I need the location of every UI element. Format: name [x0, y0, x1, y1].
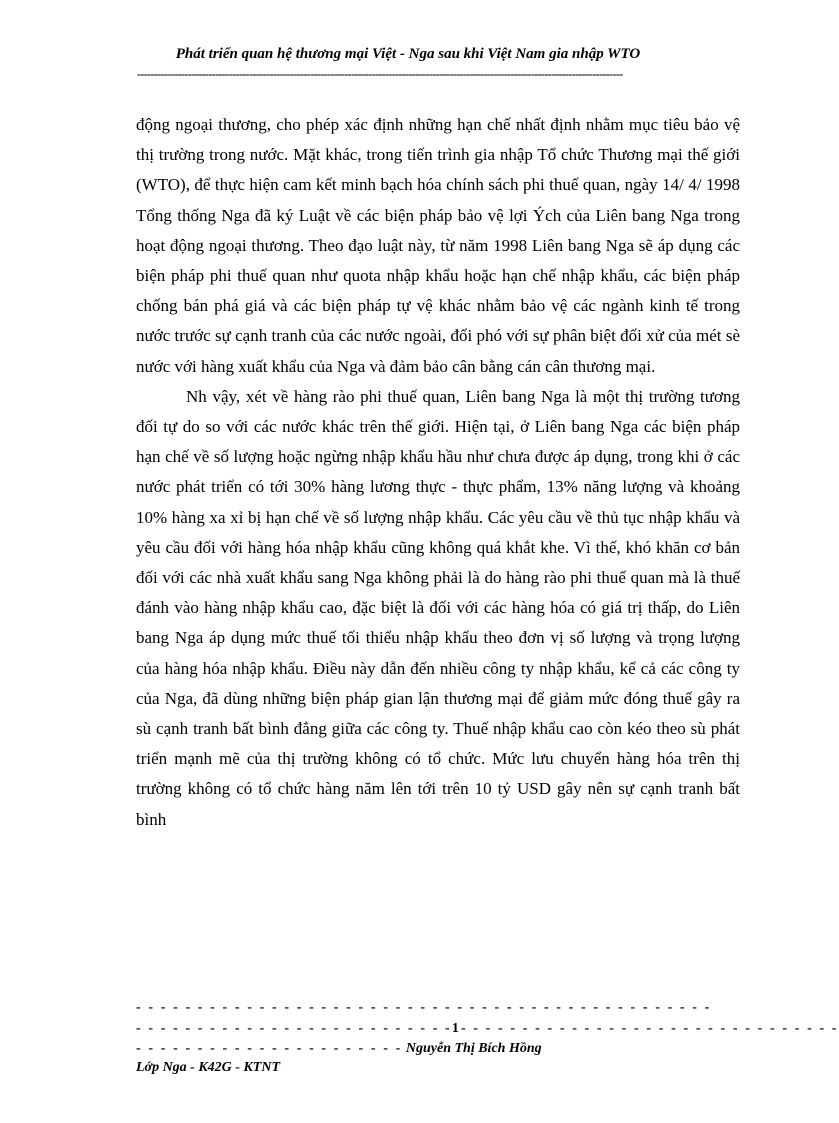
footer-rule-3: - - - - - - - - - - - - - - - - - - - - - -: [136, 1041, 403, 1056]
footer-rule-1: - - - - - - - - - - - - - - - - - - - - - - - - - - - - - - - - - - - - - - - - - - - - - - -: [136, 1000, 712, 1015]
footer-rule-2-right: - - - - - - - - - - - - - - - - - - - - - - - - - - - - - - -: [460, 1021, 839, 1036]
body-paragraph-2: Nh vậy, xét về hàng rào phi thuế quan, Liên bang Nga là một thị trường tương đối tự do so với các nước khác trên thế giới. Hiện tại, ở Liên bang Nga các biện pháp hạn chế về số lượng hoặc ngừng nhập khẩu hầu như chưa được áp dụng, trong khi ở các nước phát triển có tới 30% hàng lương thực - thực phẩm, 13% năng lượng và khoảng 10% hàng xa xỉ bị hạn chế về số lượng nhập khẩu. Các yêu cầu về thủ tục nhập khẩu và yêu cầu đối với hàng hóa nhập khẩu cũng không quá khắt khe. Vì thế, khó khăn cơ bản đối với các nhà xuất khẩu sang Nga không phải là do hàng rào phi thuế quan mà là thuế đánh vào hàng nhập khẩu cao, đặc biệt là đối với các hàng hóa có giá trị thấp, do Liên bang Nga áp dụng mức thuế tối thiểu nhập khẩu theo đơn vị số lượng và trọng lượng của hàng hóa nhập khẩu. Điều này dẫn đến nhiều công ty nhập khẩu, kể cả các công ty của Nga, đã dùng những biện pháp gian lận thương mại để giảm mức đóng thuế gây ra sù cạnh tranh bất bình đẳng giữa các công ty. Thuế nhập khẩu cao còn kéo theo sù phát triển mạnh mẽ của thị trường không có tổ chức. Mức lưu chuyển hàng hóa trên thị trường không có tổ chức hàng năm lên tới trên 10 tỷ USD gây nên sự cạnh tranh bất bình: [136, 386, 740, 829]
header-rule: -----------------------------------------------------------------------------------------------------------------------------------------------: [137, 67, 623, 81]
footer-rule-2-left: - - - - - - - - - - - - - - - - - - - - - - - - - -: [136, 1021, 452, 1036]
footer-author: Nguyễn Thị Bích Hồng: [405, 1041, 542, 1056]
page-number: 1: [451, 1021, 461, 1036]
footer-rule-2: [136, 1021, 839, 1037]
page-body: [136, 110, 740, 835]
body-paragraph-1: động ngoại thương, cho phép xác định những hạn chế nhất định nhằm mục tiêu bảo vệ thị trường trong nước. Mặt khác, trong tiến trình gia nhập Tổ chức Thương mại thế giới (WTO), để thực hiện cam kết minh bạch hóa chính sách phi thuế quan, ngày 14/ 4/ 1998 Tổng thống Nga đã ký Luật về các biện pháp bảo vệ lợi Ých của Liên bang Nga trong hoạt động ngoại thương. Theo đạo luật này, từ năm 1998 Liên bang Nga sẽ áp dụng các biện pháp phi thuế quan như quota nhập khẩu hoặc hạn chế nhập khẩu, các biện pháp chống bán phá giá và các biện pháp tự vệ khác nhằm bảo vệ các ngành kinh tế trong nước trước sự cạnh tranh của các nước ngoài, đối phó với sự phân biệt đối xử của mét sè nước với hàng xuất khẩu của Nga và đảm bảo cân bằng cán cân thương mại.: [136, 115, 740, 376]
running-header-title: Phát triển quan hệ thương mại Việt - Nga sau khi Việt Nam gia nhập WTO: [175, 46, 641, 62]
footer-class: Lớp Nga - K42G - KTNT: [136, 1060, 280, 1075]
footer-author-line: [136, 1041, 740, 1057]
